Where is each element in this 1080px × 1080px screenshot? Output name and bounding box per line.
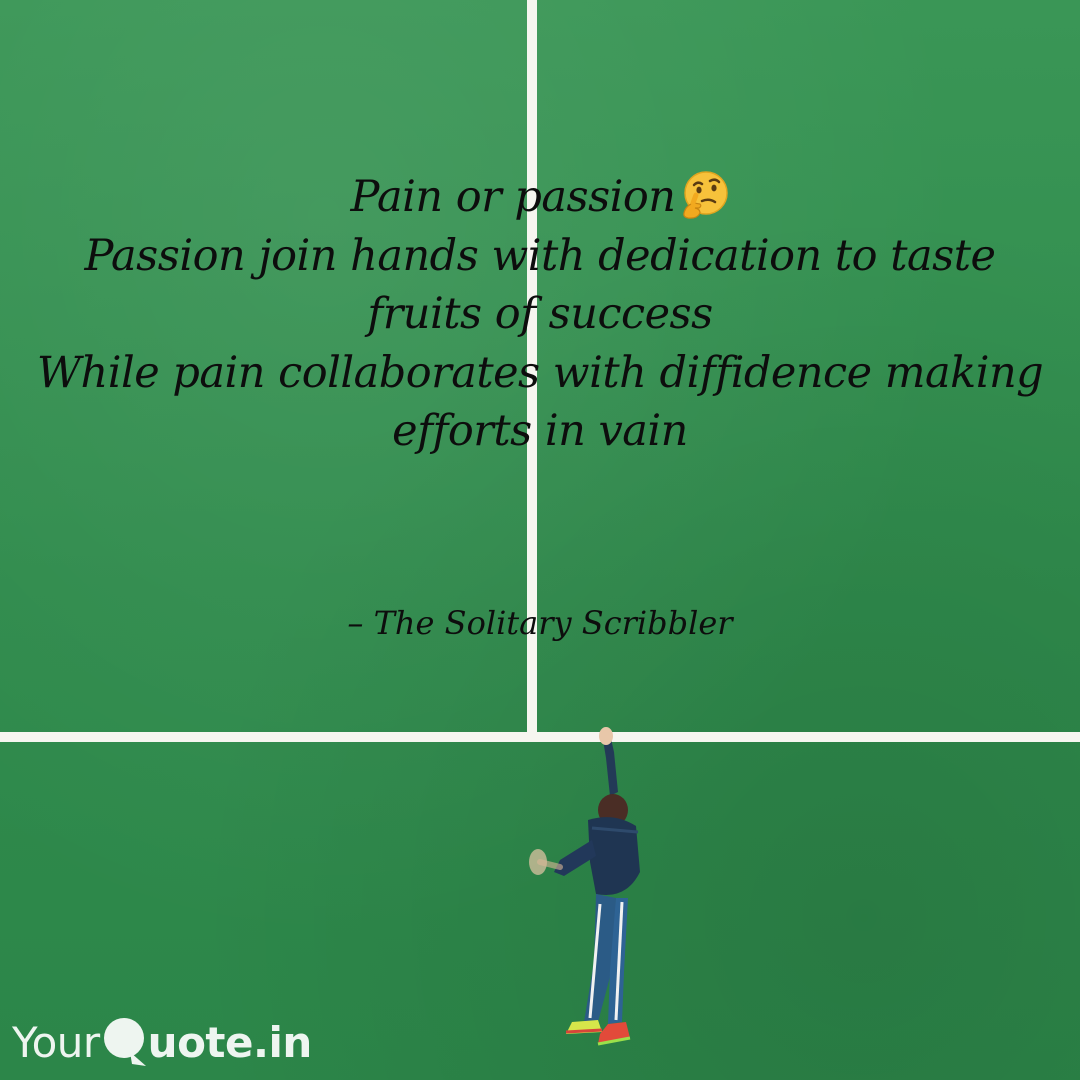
- quote-title-line: Pain or passion: [20, 168, 1060, 227]
- quote-line: fruits of success: [367, 289, 713, 339]
- quote-line: efforts in vain: [392, 406, 688, 456]
- quote-attribution: – The Solitary Scribbler: [347, 604, 733, 642]
- person-hanging-illustration: [510, 722, 660, 1062]
- watermark-suffix: uote.in: [147, 1017, 312, 1067]
- quote-text: [20, 168, 1060, 461]
- yourquote-watermark: [12, 1016, 312, 1068]
- quote-line: Passion join hands with dedication to taste: [84, 230, 996, 281]
- watermark-prefix: Your: [12, 1017, 100, 1067]
- thinking-face-icon: [678, 169, 730, 221]
- quote-line: While pain collaborates with diffidence making: [36, 347, 1044, 398]
- quote-bubble-logo-icon: [102, 1016, 148, 1068]
